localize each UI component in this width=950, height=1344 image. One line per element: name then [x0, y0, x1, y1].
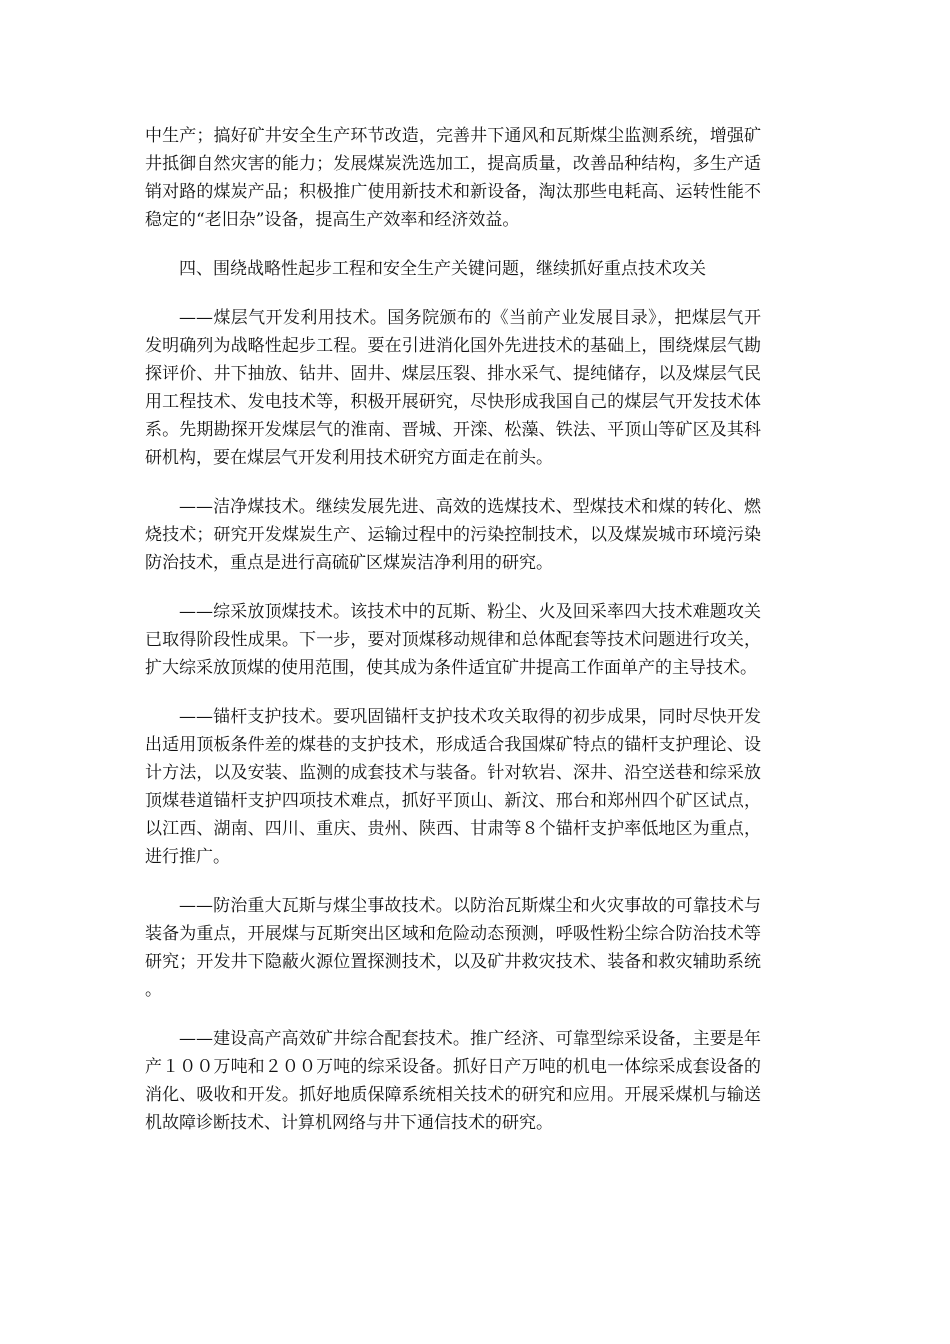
paragraph-bolt-support: ——锚杆支护技术。要巩固锚杆支护技术攻关取得的初步成果，同时尽快开发出适用顶板条件差的煤巷的支护技术，形成适合我国煤矿特点的锚杆支护理论、设计方法，以及安装、监测的成套技术与装备。针对软岩、深井、沿空送巷和综采放顶煤巷道锚杆支护四项技术难点，抓好平顶山、新汶、邢台和郑州四个矿区试点，以江西、湖南、四川、重庆、贵州、陕西、甘肃等８个锚杆支护率低地区为重点，进行推广。: [145, 707, 761, 867]
paragraph-continuation: 中生产；搞好矿井安全生产环节改造，完善井下通风和瓦斯煤尘监测系统，增强矿井抵御自然灾害的能力；发展煤炭洗选加工，提高质量，改善品种结构，多生产适销对路的煤炭产品；积极推广使用新技术和新设备，淘汰那些电耗高、运转性能不稳定的“老旧杂”设备，提高生产效率和经济效益。: [145, 126, 761, 230]
paragraph-high-yield-mines: ——建设高产高效矿井综合配套技术。推广经济、可靠型综采设备，主要是年产１００万吨和２００万吨的综采设备。抓好日产万吨的机电一体综采成套设备的消化、吸收和开发。抓好地质保障系统相关技术的研究和应用。开展采煤机与输送机故障诊断技术、计算机网络与井下通信技术的研究。: [145, 1029, 761, 1133]
paragraph-top-coal-caving: ——综采放顶煤技术。该技术中的瓦斯、粉尘、火及回采率四大技术难题攻关已取得阶段性成果。下一步，要对顶煤移动规律和总体配套等技术问题进行攻关，扩大综采放顶煤的使用范围，使其成为条件适宜矿井提高工作面单产的主导技术。: [145, 602, 761, 678]
paragraph-coalbed-methane: ——煤层气开发利用技术。国务院颁布的《当前产业发展目录》，把煤层气开发明确列为战略性起步工程。要在引进消化国外先进技术的基础上，围绕煤层气勘探评价、井下抽放、钻井、固井、煤层压裂、排水采气、提纯储存，以及煤层气民用工程技术、发电技术等，积极开展研究，尽快形成我国自己的煤层气开发技术体系。先期勘探开发煤层气的淮南、晋城、开滦、松藻、铁法、平顶山等矿区及其科研机构，要在煤层气开发利用技术研究方面走在前头。: [145, 308, 761, 468]
paragraph-clean-coal: ——洁净煤技术。继续发展先进、高效的选煤技术、型煤技术和煤的转化、燃烧技术；研究开发煤炭生产、运输过程中的污染控制技术，以及煤炭城市环境污染防治技术，重点是进行高硫矿区煤炭洁净利用的研究。: [145, 497, 761, 573]
paragraph-gas-dust-prevention: ——防治重大瓦斯与煤尘事故技术。以防治瓦斯煤尘和火灾事故的可靠技术与装备为重点，开展煤与瓦斯突出区域和危险动态预测，呼吸性粉尘综合防治技术等研究；开发井下隐蔽火源位置探测技术，以及矿井救灾技术、装备和救灾辅助系统。: [145, 896, 761, 1000]
document-page: [145, 122, 761, 1158]
section-heading-four: 四、围绕战略性起步工程和安全生产关键问题，继续抓好重点技术攻关: [179, 259, 706, 279]
